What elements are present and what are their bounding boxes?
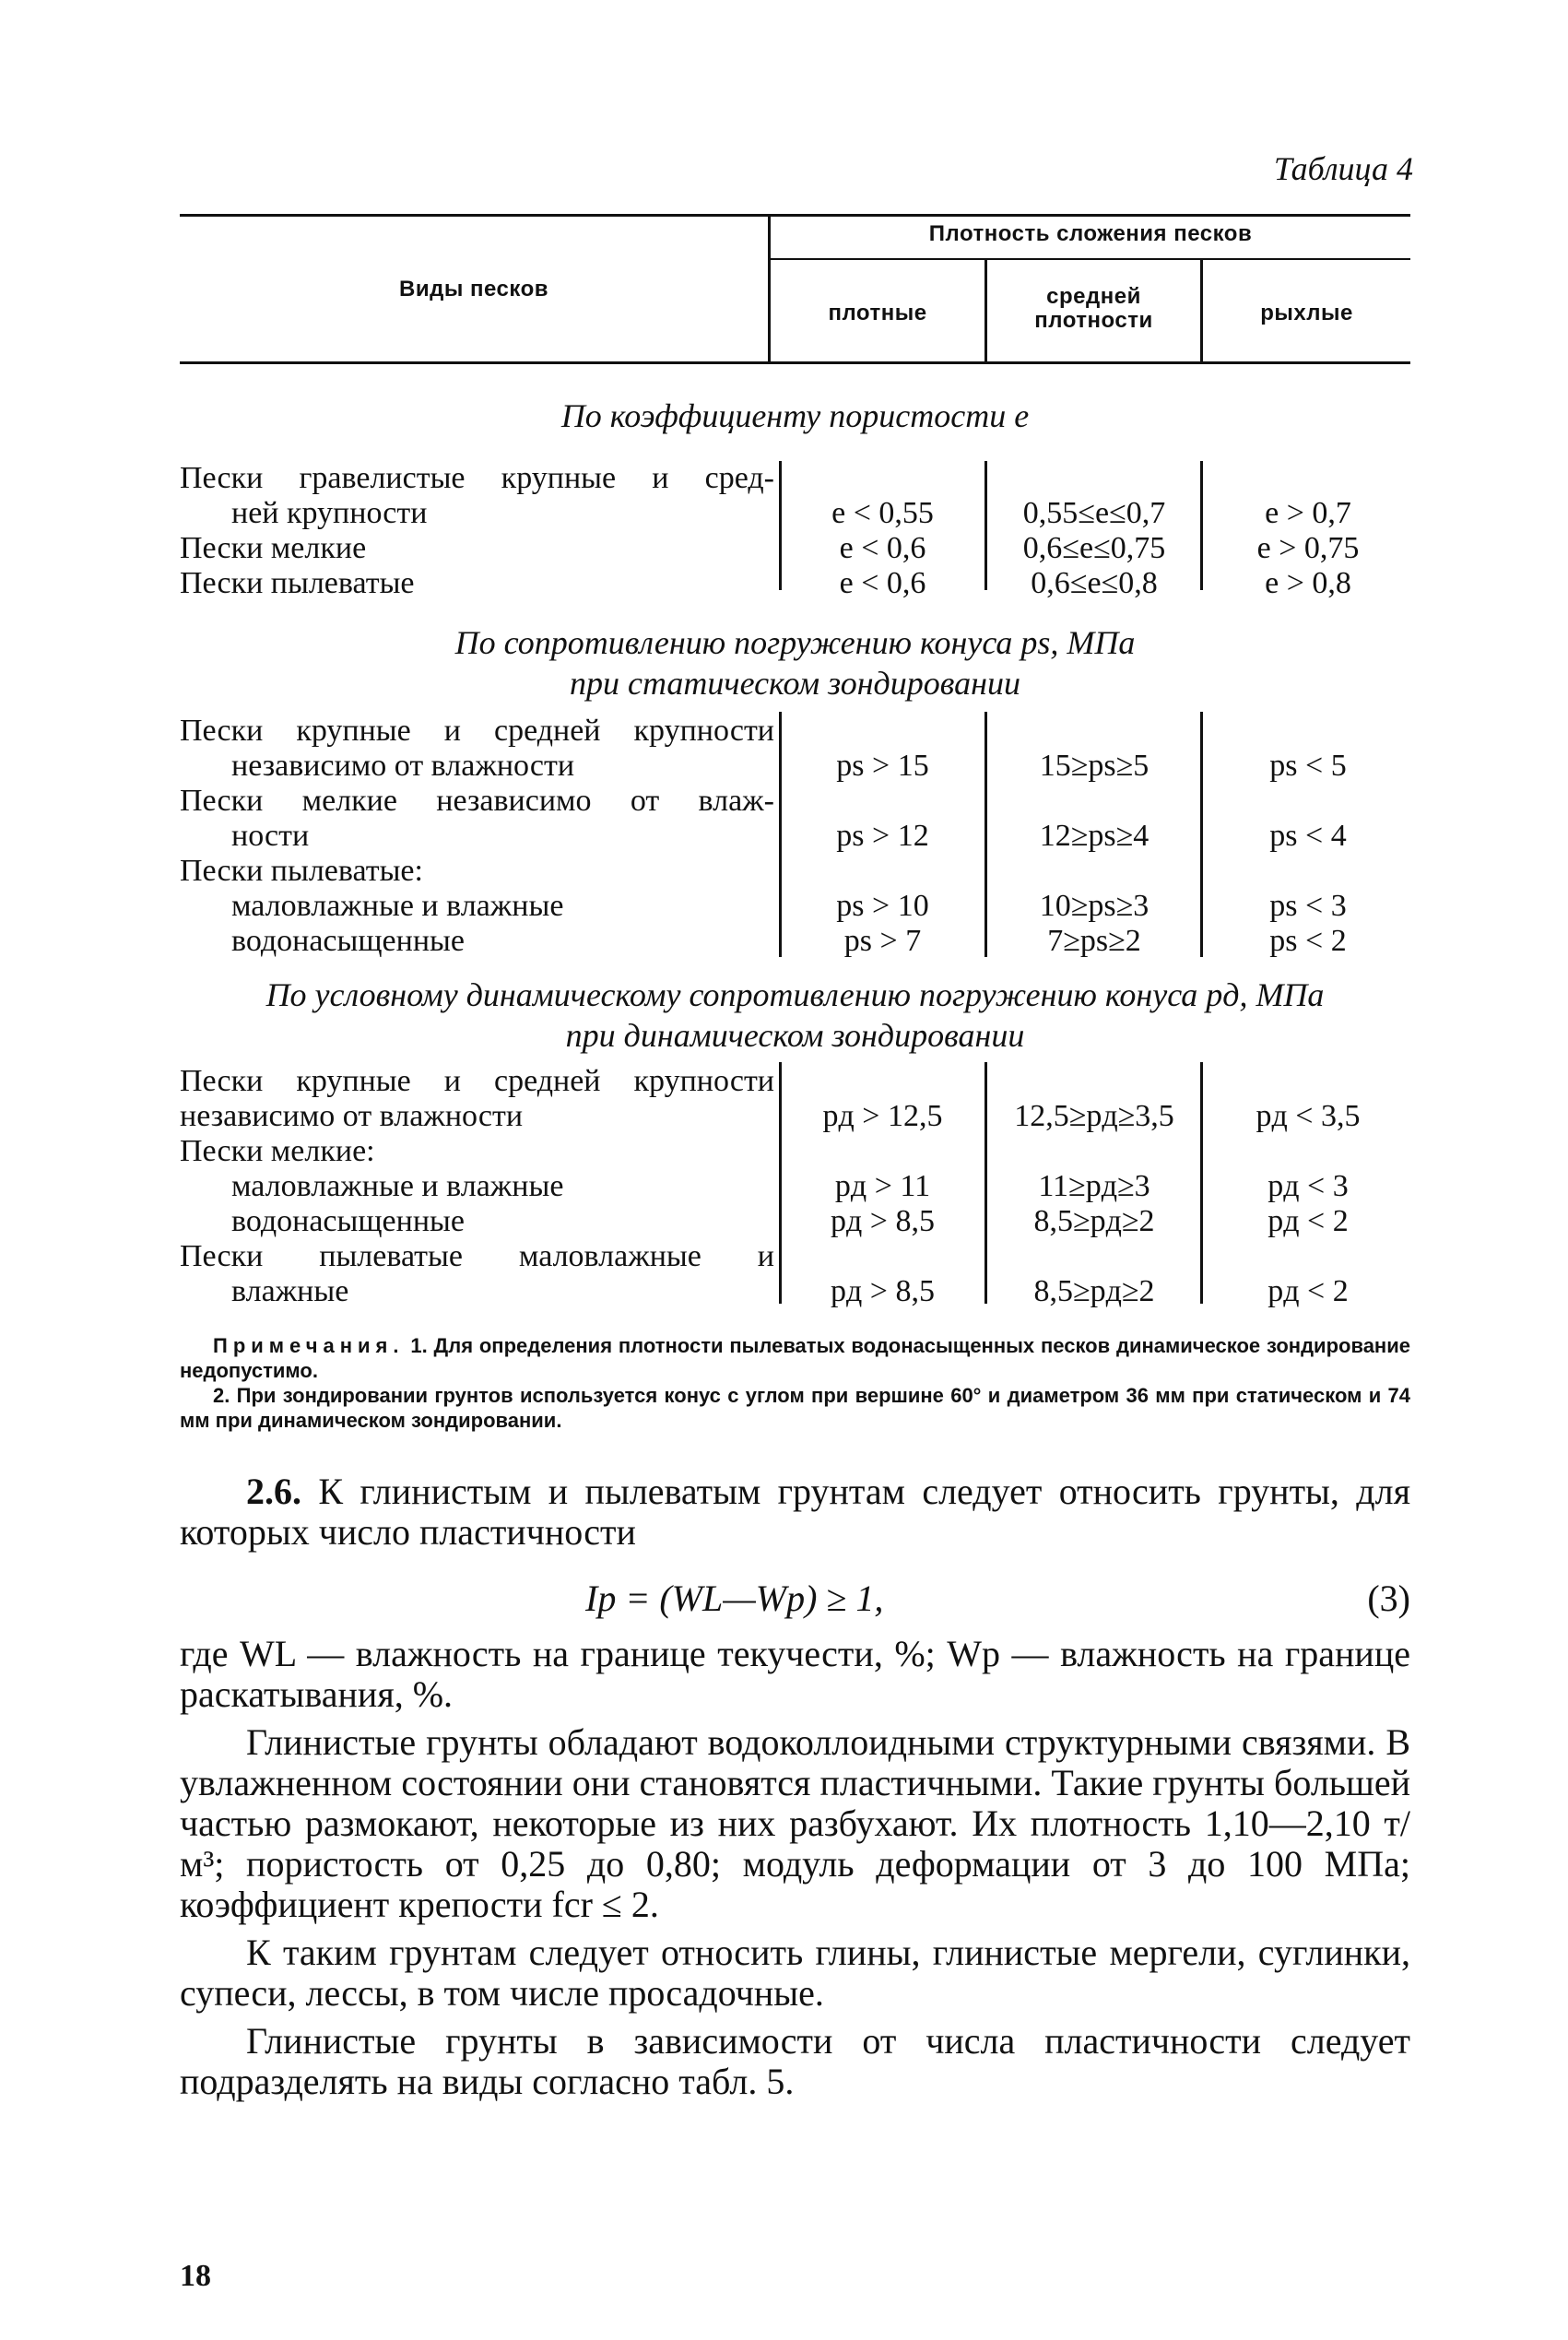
s3-loose-value: pд < 3,5 <box>1256 1099 1361 1133</box>
section-2-title-1: По сопротивлению погружению конуса ps, МПа <box>454 624 1136 661</box>
s3-name-line: маловлажные и влажные <box>231 1169 564 1203</box>
formula-number: (3) <box>1367 1578 1410 1619</box>
s1-loose-value: e > 0,7 <box>1265 496 1351 530</box>
header-sand-types: Виды песков <box>399 277 548 301</box>
s3-dense-value: pд > 12,5 <box>822 1099 943 1133</box>
s1-medium-value: 0,6≤e≤0,75 <box>1022 531 1166 565</box>
s3-name-line: водонасыщенные <box>231 1204 465 1238</box>
body-paragraphs <box>180 1634 1410 2110</box>
s2-loose-value: ps < 4 <box>1269 819 1347 853</box>
s3-dense-col <box>784 1099 982 1309</box>
s2-medium-value: 7≥ps≥2 <box>1047 924 1141 958</box>
s3-dense-value: pд > 8,5 <box>831 1274 935 1308</box>
s1-medium-value: 0,55≤e≤0,7 <box>1022 496 1166 530</box>
s3-names <box>180 1064 774 1309</box>
s3-loose-value: pд < 3 <box>1267 1169 1349 1203</box>
s2-divider-3 <box>1200 712 1203 957</box>
s2-name-line: Пески крупные и средней крупности <box>180 714 774 748</box>
s3-divider-2 <box>984 1062 987 1304</box>
s1-dense-value: e < 0,55 <box>831 496 934 530</box>
s3-name-line: Пески крупные и средней крупности <box>180 1064 774 1098</box>
paragraph-where: где WL — влажность на границе текучести, %; Wp — влажность на границе раскатывания, %. <box>180 1633 1410 1715</box>
s2-medium-value: 10≥ps≥3 <box>1039 889 1149 923</box>
table-notes <box>180 1333 1410 1433</box>
s3-dense-value: pд > 8,5 <box>831 1204 935 1238</box>
header-dense: плотные <box>828 301 927 325</box>
paragraph-soil-types: К таким грунтам следует относить глины, глинистые мергели, суглинки, супеси, лессы, в том числе просадочные. <box>180 1932 1410 2014</box>
s3-divider-1 <box>779 1062 782 1304</box>
body-paragraph-1 <box>180 1471 1410 1560</box>
s1-loose-value: e > 0,8 <box>1265 566 1351 600</box>
s3-loose-value: pд < 2 <box>1267 1204 1349 1238</box>
s3-medium-col <box>989 1099 1199 1309</box>
s2-name-line: ности <box>231 819 310 853</box>
s2-medium-value: 12≥ps≥4 <box>1039 819 1149 853</box>
s1-names <box>180 461 774 601</box>
note-2: 2. При зондировании грунтов используется конус с углом при вершине 60° и диаметром 36 мм при статическом и 74 мм при динамическом зондировании. <box>180 1384 1410 1432</box>
section-2-title-2: при статическом зондировании <box>569 665 1021 702</box>
header-loose: рыхлые <box>1260 301 1353 325</box>
s2-loose-col <box>1206 749 1410 959</box>
s3-medium-value: 12,5≥pд≥3,5 <box>1014 1099 1174 1133</box>
s2-medium-col <box>989 749 1199 959</box>
s2-divider-2 <box>984 712 987 957</box>
s2-dense-value: ps > 12 <box>836 819 929 853</box>
s2-name-line: маловлажные и влажные <box>231 889 564 923</box>
s2-dense-value: ps > 15 <box>836 749 929 783</box>
note-1-text: 1. Для определения плотности пылеватых водонасыщенных песков динамическое зондирование недопустимо. <box>180 1334 1410 1382</box>
header-medium-1: средней <box>1046 284 1141 309</box>
s1-name-line: Пески пылеватые <box>180 566 415 600</box>
s3-medium-value: 8,5≥pд≥2 <box>1033 1274 1155 1308</box>
s1-divider-2 <box>984 461 987 590</box>
table-top-rule <box>180 214 1410 217</box>
page-number: 18 <box>180 2259 211 2293</box>
s1-name-line: ней крупности <box>231 496 428 530</box>
s1-name-line: Пески мелкие <box>180 531 367 565</box>
s3-dense-value: pд > 11 <box>834 1169 931 1203</box>
s2-loose-value: ps < 3 <box>1269 889 1347 923</box>
s1-divider-1 <box>779 461 782 590</box>
s2-divider-1 <box>779 712 782 957</box>
s1-name-line: Пески гравелистые крупные и сред- <box>180 461 774 495</box>
s2-dense-value: ps > 10 <box>836 889 929 923</box>
paragraph-properties: Глинистые грунты обладают водоколлоидными структурными связями. В увлажненном состоянии они становятся пластичными. Такие грунты большей частью размокают, некоторые из них разбухают. Их плотность 1,10—2,10 т/м³; пористость от 0,25 до 0,80; модуль деформации от 3 до 100 МПа; коэффициент крепости fcr ≤ 2. <box>180 1721 1410 1925</box>
s3-loose-col <box>1206 1099 1410 1309</box>
formula-expression: Ip = (WL—Wp) ≥ 1, <box>585 1578 884 1619</box>
s2-name-line: Пески пылеватые: <box>180 854 423 888</box>
section-1-title: По коэффициенту пористости e <box>560 397 1030 434</box>
s2-medium-value: 15≥ps≥5 <box>1039 749 1149 783</box>
s3-name-line: Пески мелкие: <box>180 1134 375 1168</box>
section-3-title-2: при динамическом зондировании <box>565 1017 1025 1054</box>
s2-name-line: независимо от влажности <box>231 749 575 783</box>
s1-medium-value: 0,6≤e≤0,8 <box>1031 566 1158 600</box>
s3-medium-value: 11≥pд≥3 <box>1038 1169 1150 1203</box>
clause-number: 2.6. <box>246 1471 301 1512</box>
header-medium-2: плотности <box>1034 308 1153 333</box>
section-3-title-1: По условному динамическому сопротивлению погружению конуса pд, МПа <box>265 976 1325 1013</box>
s2-name-line: Пески мелкие независимо от влаж- <box>180 784 774 818</box>
s2-names <box>180 714 774 959</box>
header-group-rule <box>768 258 1410 260</box>
paragraph-2-6 <box>180 1471 1410 1553</box>
s3-name-line: влажные <box>231 1274 349 1308</box>
s1-loose-value: e > 0,75 <box>1256 531 1360 565</box>
s3-divider-3 <box>1200 1062 1203 1304</box>
s2-loose-value: ps < 2 <box>1269 924 1347 958</box>
s2-loose-value: ps < 5 <box>1269 749 1347 783</box>
s3-medium-value: 8,5≥pд≥2 <box>1033 1204 1155 1238</box>
s3-name-line: независимо от влажности <box>180 1099 524 1133</box>
s1-divider-3 <box>1200 461 1203 590</box>
header-density-group: Плотность сложения песков <box>928 221 1253 246</box>
s2-name-line: водонасыщенные <box>231 924 465 958</box>
s3-loose-value: pд < 2 <box>1267 1274 1349 1308</box>
s3-name-line: Пески пылеватые маловлажные и <box>180 1239 774 1273</box>
s1-dense-value: e < 0,6 <box>839 566 926 600</box>
s1-medium-col <box>989 496 1199 601</box>
s1-loose-col <box>1206 496 1410 601</box>
s1-dense-value: e < 0,6 <box>839 531 926 565</box>
notes-label: Примечания. <box>213 1334 405 1357</box>
s1-dense-col <box>784 496 982 601</box>
table-caption: Таблица 4 <box>1273 150 1413 187</box>
formula-3 <box>180 1577 1410 1623</box>
s2-dense-value: ps > 7 <box>843 924 922 958</box>
note-1 <box>180 1333 1410 1383</box>
header-bottom-rule <box>180 361 1410 364</box>
clause-text: К глинистым и пылеватым грунтам следует относить грунты, для которых число пластичности <box>180 1471 1411 1553</box>
paragraph-subdivision: Глинистые грунты в зависимости от числа пластичности следует подразделять на виды согласно табл. 5. <box>180 2020 1410 2102</box>
s2-dense-col <box>784 749 982 959</box>
